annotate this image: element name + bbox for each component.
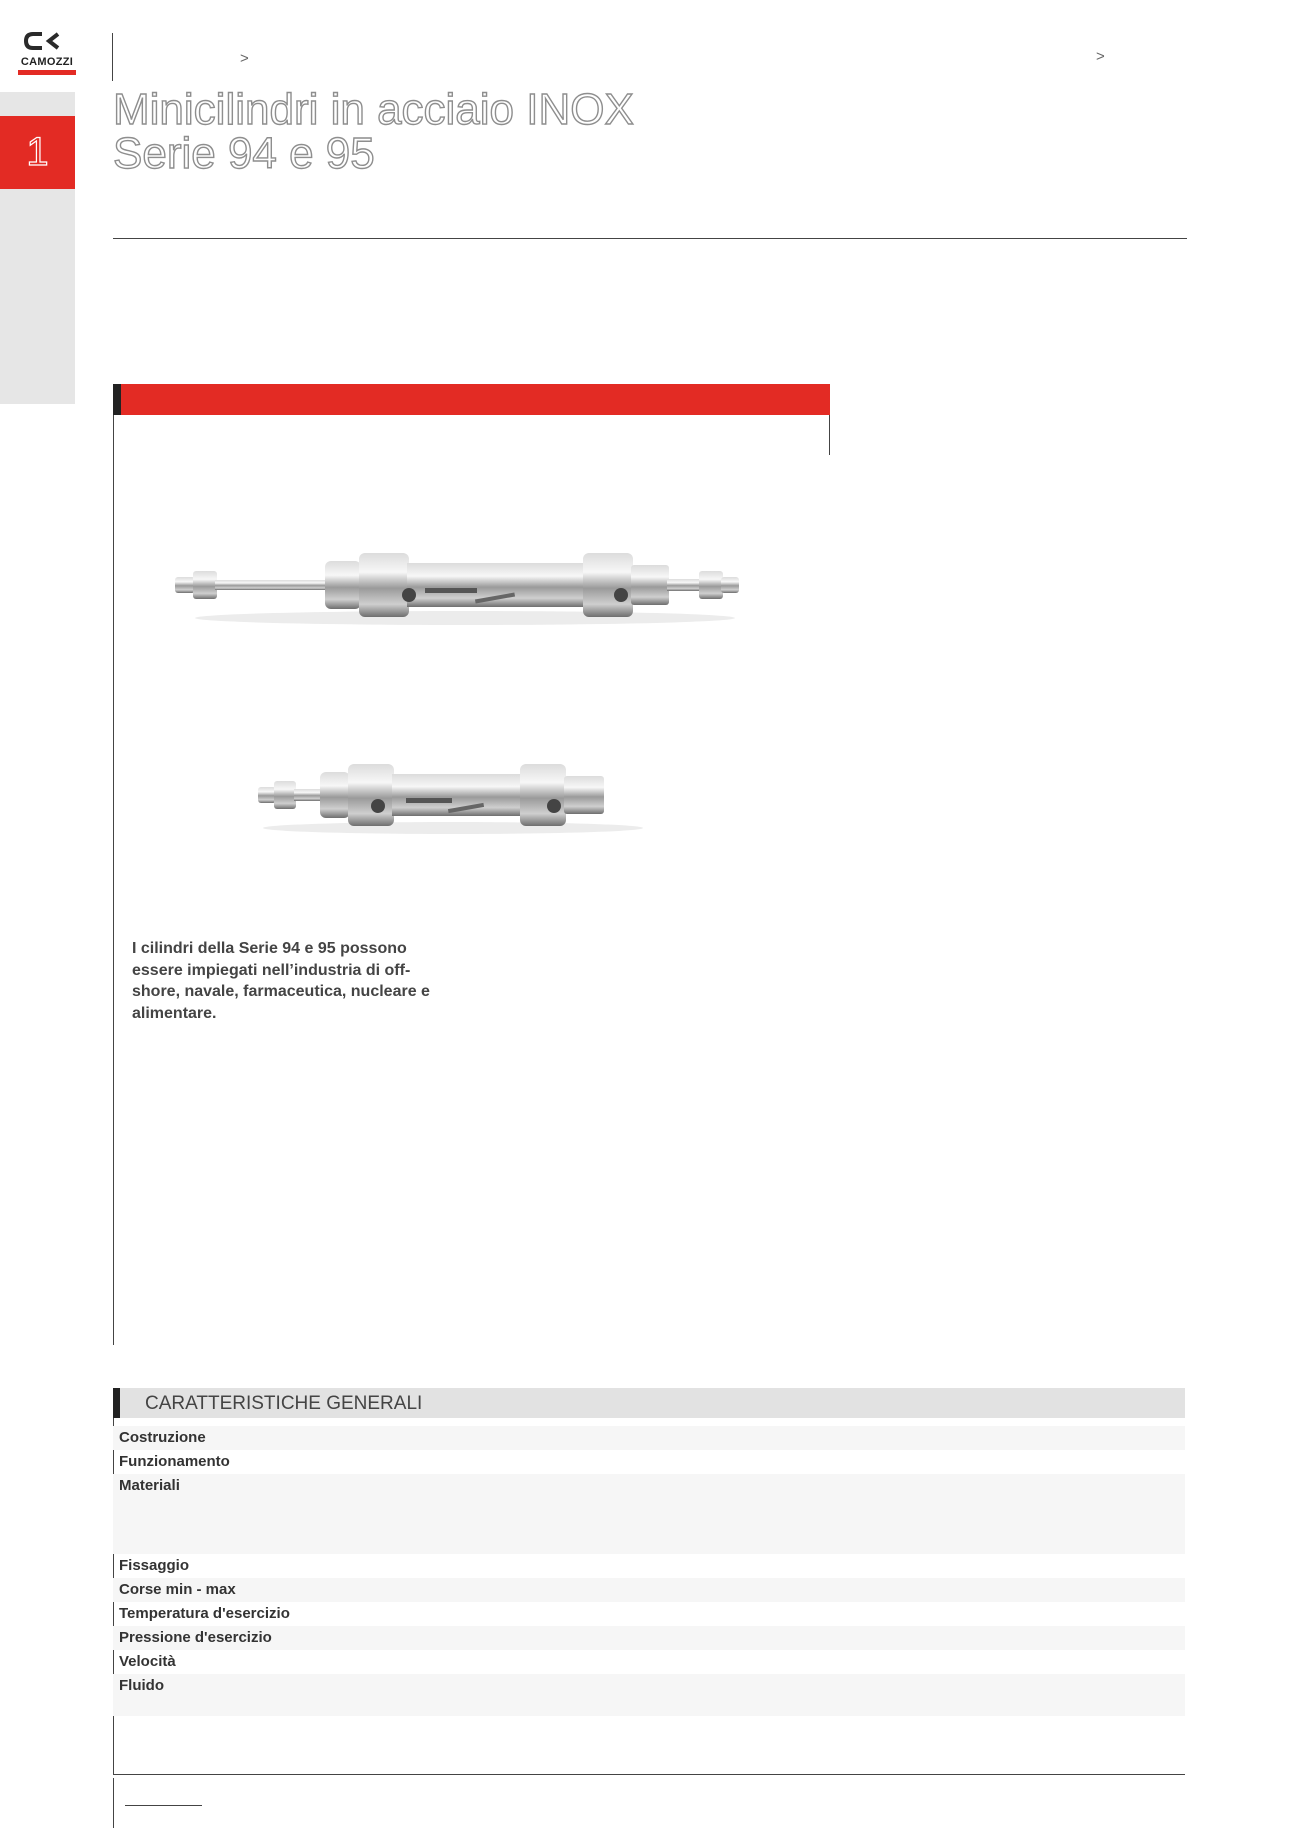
row-label: Costruzione bbox=[119, 1429, 206, 1446]
table-row bbox=[113, 1426, 1185, 1450]
table-row bbox=[113, 1602, 1185, 1626]
title-line-1: Minicilindri in acciaio INOX bbox=[113, 85, 634, 134]
header-divider bbox=[112, 33, 113, 81]
row-label: Fluido bbox=[119, 1677, 164, 1694]
table-row bbox=[113, 1554, 1185, 1578]
row-label: Materiali bbox=[119, 1477, 180, 1494]
section-tab[interactable] bbox=[0, 116, 75, 189]
product-box-header-edge bbox=[113, 384, 121, 415]
title-divider bbox=[113, 238, 1187, 239]
logo-underline bbox=[18, 70, 76, 75]
cylinder-series-94-image bbox=[175, 540, 750, 630]
row-label: Pressione d'esercizio bbox=[119, 1629, 272, 1646]
cylinder-series-95-image bbox=[248, 750, 653, 840]
page-title bbox=[113, 85, 634, 178]
row-label: Corse min - max bbox=[119, 1581, 236, 1598]
row-label: Funzionamento bbox=[119, 1453, 230, 1470]
section-number: 1 bbox=[26, 130, 49, 174]
general-characteristics-header-edge bbox=[113, 1388, 120, 1418]
logo-wordmark: CAMOZZI bbox=[20, 56, 74, 68]
footer-divider bbox=[113, 1778, 114, 1828]
product-box-header bbox=[113, 384, 830, 415]
title-line-2: Serie 94 e 95 bbox=[113, 129, 375, 178]
product-description: I cilindri della Serie 94 e 95 possono essere impiegati nell’industria di off-shore, navale, farmaceutica, nucleare e alimentare. bbox=[132, 940, 430, 1022]
table-row bbox=[113, 1578, 1185, 1602]
breadcrumb-separator: > bbox=[1096, 48, 1105, 65]
row-label: Fissaggio bbox=[119, 1557, 190, 1574]
table-row bbox=[113, 1450, 1185, 1474]
table-bottom-border bbox=[113, 1774, 1185, 1775]
camozzi-logo bbox=[18, 30, 76, 76]
table-row bbox=[113, 1626, 1185, 1650]
row-label: Temperatura d'esercizio bbox=[119, 1605, 290, 1622]
product-box-right-border bbox=[829, 415, 830, 455]
row-label: Velocità bbox=[119, 1653, 176, 1670]
camozzi-mark-icon bbox=[18, 30, 76, 56]
table-row bbox=[113, 1474, 1185, 1554]
footer-rule bbox=[125, 1805, 202, 1806]
table-row bbox=[113, 1674, 1185, 1716]
product-box-left-border bbox=[113, 415, 114, 1345]
general-characteristics-title: CARATTERISTICHE GENERALI bbox=[145, 1393, 423, 1414]
table-row bbox=[113, 1650, 1185, 1674]
breadcrumb-separator: > bbox=[240, 50, 249, 67]
